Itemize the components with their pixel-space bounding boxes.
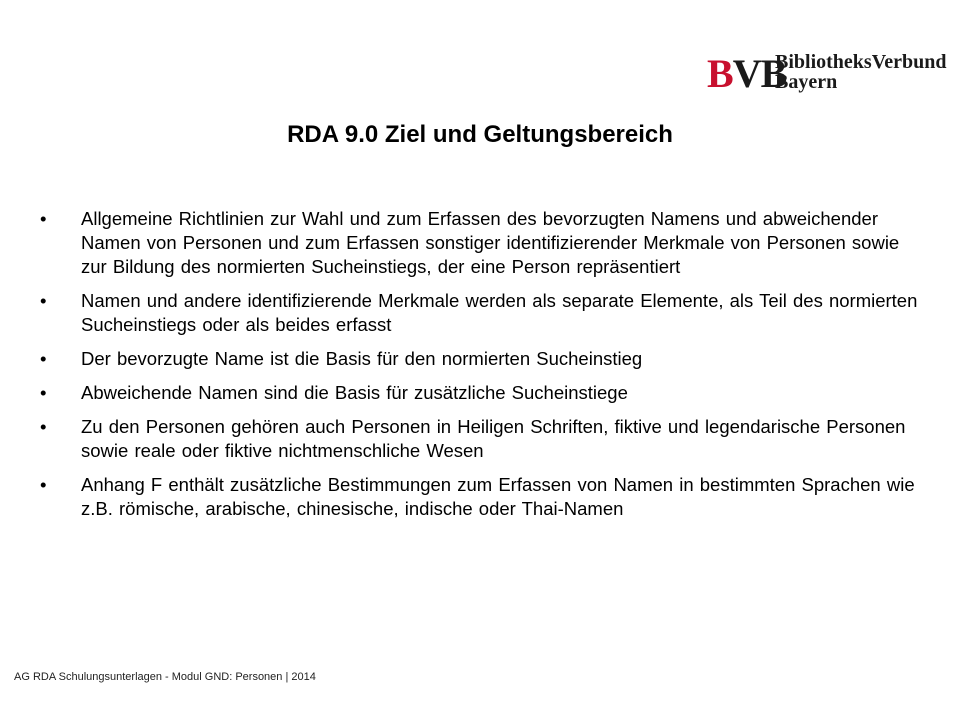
bullet-text: Anhang F enthält zusätzliche Bestimmungen zum Erfassen von Namen in bestimmten Sprachen wie z.B. römische, arabische, chinesische, indische oder Thai-Namen <box>81 474 915 519</box>
bullet-item <box>40 473 920 521</box>
bullet-list <box>40 207 920 531</box>
bvb-logo <box>707 50 947 96</box>
bullet-marker: • <box>40 348 47 369</box>
bullet-text: Allgemeine Richtlinien zur Wahl und zum Erfassen des bevorzugten Namens und abweichender Namen von Personen und zum Erfassen sonstiger identifizierender Merkmale von Personen sowie zur Bildung des normierten Sucheinstiegs, der eine Person repräsentiert <box>81 208 900 277</box>
slide-title: RDA 9.0 Ziel und Geltungsbereich <box>287 121 673 148</box>
bullet-text: Abweichende Namen sind die Basis für zusätzliche Sucheinstiege <box>81 382 628 403</box>
bullet-marker: • <box>40 208 47 229</box>
bullet-item <box>40 289 920 337</box>
logo-line-2: Bayern <box>775 71 838 93</box>
bullet-marker: • <box>40 290 47 311</box>
bullet-item <box>40 207 920 279</box>
logo-wordmark <box>775 52 947 92</box>
bullet-item <box>40 347 920 371</box>
bullet-item <box>40 381 920 405</box>
footer-text: AG RDA Schulungsunterlagen - Modul GND: Personen | 2014 <box>14 671 316 683</box>
bullet-text: Zu den Personen gehören auch Personen in Heiligen Schriften, fiktive und legendarische Personen sowie reale oder fiktive nichtmenschliche Wesen <box>81 416 906 461</box>
logo-mark-vb: VB <box>732 51 787 96</box>
logo-line-1: BibliotheksVerbund <box>775 51 947 73</box>
bullet-marker: • <box>40 416 47 437</box>
bullet-marker: • <box>40 474 47 495</box>
bullet-text: Der bevorzugte Name ist die Basis für den normierten Sucheinstieg <box>81 348 643 369</box>
bullet-item <box>40 415 920 463</box>
logo-mark-b: B <box>707 51 733 96</box>
bullet-marker: • <box>40 382 47 403</box>
bullet-text: Namen und andere identifizierende Merkmale werden als separate Elemente, als Teil des normierten Sucheinstiegs oder als beides erfasst <box>81 290 918 335</box>
